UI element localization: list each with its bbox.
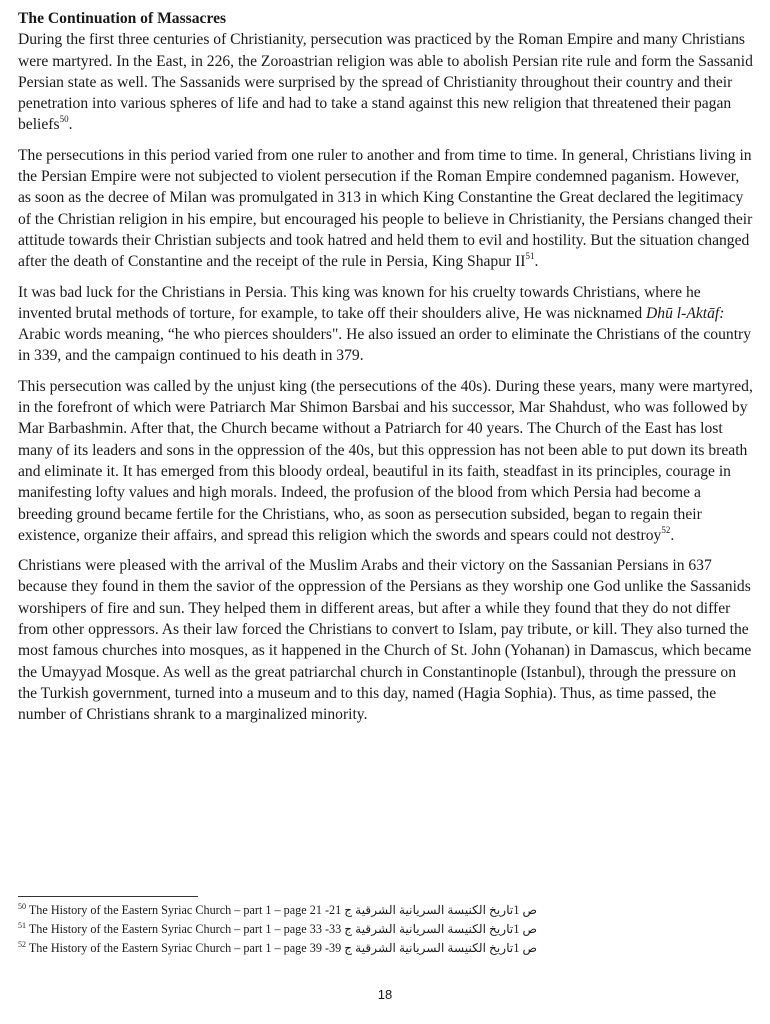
footnotes-section: [18, 896, 754, 958]
footnote-ref-50[interactable]: 50: [59, 114, 69, 125]
paragraph-1: [18, 29, 754, 135]
footnote-ref-52[interactable]: 52: [661, 524, 671, 535]
paragraph-text: .: [534, 253, 539, 271]
paragraph-5: [18, 555, 754, 725]
paragraph-text: .: [68, 116, 73, 134]
paragraph-text: This persecution was called by the unjust king (the persecutions of the 40s). During these years, many were martyred, in the forefront of which were Patriarch Mar Shimon Barsbai and his successor, Mar Shahdust, who was followed by Mar Barbashmin. After that, the Church became without a Patriarch for 40 years. The Church of the East has lost many of its leaders and sons in the oppression of the 40s, but this oppression has not been able to put down its breath and eliminate it. It has emerged from this bloody ordeal, beautiful in its faith, steadfast in its principles, courage in manifesting lofty values and high morals. Indeed, the profusion of the blood from which Persia had become a breeding ground became fertile for the Christians, who, as soon as persecution subsided, began to regain their existence, organize their affairs, and spread this religion which the swords and spears could not destroy: [18, 377, 753, 544]
paragraph-text: It was bad luck for the Christians in Persia. This king was known for his cruelty towards Christians, where he invented brutal methods of torture, for example, to take off their shoulders alive, He was nicknamed: [18, 283, 701, 322]
section-heading: The Continuation of Massacres: [18, 10, 227, 27]
paragraph-3: [18, 282, 754, 367]
footnote-number: 52: [18, 939, 26, 949]
footnote-number: 50: [18, 901, 26, 911]
footnote-52: [18, 939, 754, 958]
footnote-number: 51: [18, 920, 26, 930]
footnote-ref-51[interactable]: 51: [525, 251, 535, 262]
paragraph-4: [18, 376, 754, 546]
footnote-50: [18, 901, 754, 920]
footnote-text: The History of the Eastern Syriac Church – part 1 – page 33 -33 ص 1تاريخ الكنيسة السريانية الشرقية ج: [28, 922, 538, 936]
paragraph-2: [18, 145, 754, 273]
italic-term: Dhū l-Aktāf:: [646, 304, 725, 322]
paragraph-text: The persecutions in this period varied from one ruler to another and from time to time. In general, Christians living in the Persian Empire were not subjected to violent persecution if the Roman Empire condemned paganism. However, as soon as the decree of Milan was promulgated in 313 in which King Constantine the Great declared the legitimacy of the Christian religion in his empire, but encouraged his people to believe in Christianity, the Persians changed their attitude towards their Christian subjects and took hatred and held them to evil and hostility. But the situation changed after the death of Constantine and the receipt of the rule in Persia, King Shapur II: [18, 146, 753, 271]
footnote-text: The History of the Eastern Syriac Church – part 1 – page 21 -21 ص 1تاريخ الكنيسة السريانية الشرقية ج: [28, 903, 538, 917]
document-body: [18, 8, 754, 735]
footnote-divider: [18, 896, 198, 897]
paragraph-text: Arabic words meaning, “he who pierces shoulders". He also issued an order to eliminate the Christians of the country in 339, and the campaign continued to his death in 379.: [18, 326, 752, 365]
footnote-text: The History of the Eastern Syriac Church – part 1 – page 39 -39 ص 1تاريخ الكنيسة السريانية الشرقية ج: [28, 941, 538, 955]
footnote-51: [18, 920, 754, 939]
paragraph-text: During the first three centuries of Christianity, persecution was practiced by the Roman Empire and many Christians were martyred. In the East, in 226, the Zoroastrian religion was able to abolish Persian rite rule and form the Sassanid Persian state as well. The Sassanids were surprised by the spread of Christianity throughout their country and their penetration into various spheres of life and had to take a stand against this new religion that threatened their pagan beliefs: [18, 31, 753, 134]
paragraph-text: .: [670, 526, 675, 544]
page-number: 18: [377, 987, 393, 1002]
paragraph-text: Christians were pleased with the arrival of the Muslim Arabs and their victory on the Sassanian Persians in 637 because they found in them the savior of the oppression of the Persians as they worship one God unlike the Sassanids worshipers of fire and sun. They helped them in different areas, but after a while they found that they do not differ from other oppressors. As their law forced the Christians to convert to Islam, pay tribute, or kill. They also turned the most famous churches into mosques, as it happened in the Church of St. John (Yohanan) in Damascus, which became the Umayyad Mosque. As well as the great patriarchal church in Constantinople (Istanbul), through the pressure on the Turkish government, turned into a museum and to this day, named (Hagia Sophia). Thus, as time passed, the number of Christians shrank to a marginalized minority.: [18, 557, 752, 724]
